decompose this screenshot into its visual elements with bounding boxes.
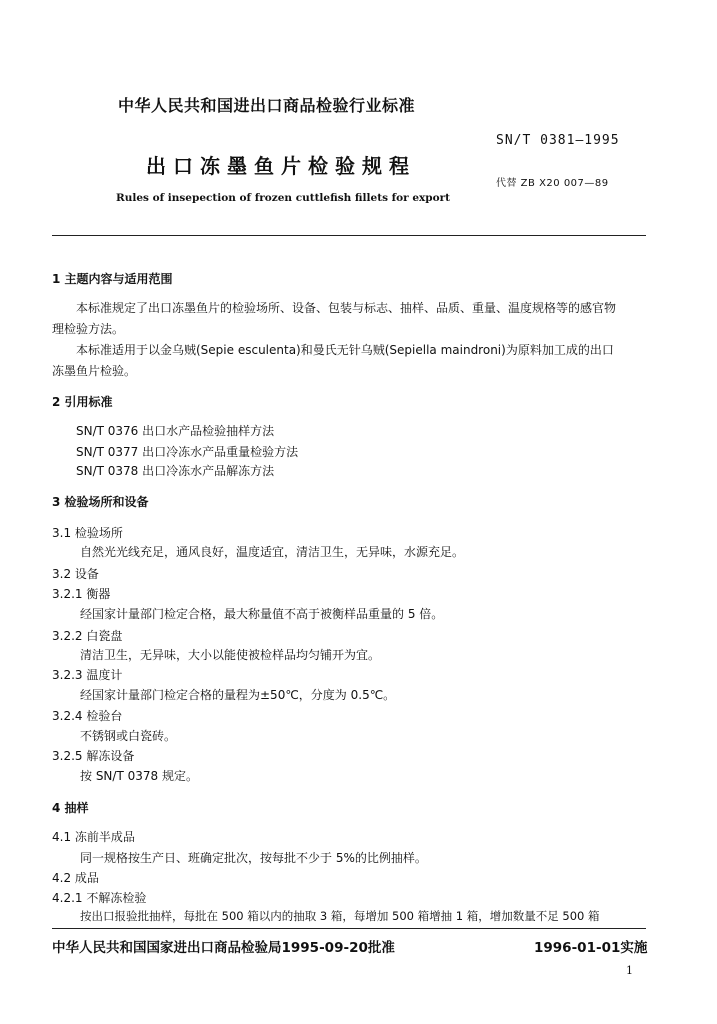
reference-standard-2: SN/T 0377 出口冷冻水产品重量检验方法 bbox=[76, 445, 299, 459]
clause-3-2-4-text: 不锈钢或白瓷砖。 bbox=[80, 729, 177, 743]
clause-4-1-heading: 4.1 冻前半成品 bbox=[52, 830, 135, 844]
section-2-heading: 2 引用标准 bbox=[52, 395, 113, 409]
clause-3-2-1-heading: 3.2.1 衡器 bbox=[52, 587, 111, 601]
replaces-standard-note: 代替 ZB X20 007—89 bbox=[496, 178, 609, 189]
standard-number: SN/T 0381—1995 bbox=[496, 133, 620, 148]
clause-4-1-text: 同一规格按生产日、班确定批次，按每批不少于 5%的比例抽样。 bbox=[80, 851, 427, 865]
clause-3-1-heading: 3.1 检验场所 bbox=[52, 526, 123, 540]
effective-date: 1996-01-01实施 bbox=[534, 940, 648, 956]
clause-3-2-5-heading: 3.2.5 解冻设备 bbox=[52, 749, 135, 763]
section-1-paragraph-1-line-2: 理检验方法。 bbox=[52, 322, 125, 336]
page-number: 1 bbox=[626, 964, 633, 977]
clause-3-2-4-heading: 3.2.4 检验台 bbox=[52, 709, 123, 723]
clause-3-1-text: 自然光光线充足，通风良好，温度适宜，清洁卫生，无异味，水源充足。 bbox=[80, 545, 465, 559]
section-1-paragraph-2-line-2: 冻墨鱼片检验。 bbox=[52, 364, 137, 378]
reference-standard-1: SN/T 0376 出口水产品检验抽样方法 bbox=[76, 424, 275, 438]
english-title: Rules of insepection of frozen cuttlefish fillets for export bbox=[116, 192, 451, 204]
footer-divider bbox=[52, 928, 646, 929]
clause-4-2-1-text: 按出口报验批抽样，每批在 500 箱以内的抽取 3 箱，每增加 500 箱增抽 1 箱，增加数量不足 500 箱 bbox=[80, 909, 600, 923]
clause-3-2-2-heading: 3.2.2 白瓷盘 bbox=[52, 629, 123, 643]
section-1-heading: 1 主题内容与适用范围 bbox=[52, 272, 173, 286]
header-divider bbox=[52, 235, 646, 236]
clause-3-2-1-text: 经国家计量部门检定合格，最大称量值不高于被衡样品重量的 5 倍。 bbox=[80, 607, 444, 621]
clause-4-2-heading: 4.2 成品 bbox=[52, 871, 99, 885]
section-1-paragraph-2-line-1: 本标准适用于以金乌贼(Sepie esculenta)和曼氏无针乌贼(Sepiella maindroni)为原料加工成的出口 bbox=[76, 343, 614, 357]
issuing-organization-header: 中华人民共和国进出口商品检验行业标准 bbox=[118, 96, 416, 115]
section-1-paragraph-1-line-1: 本标准规定了出口冻墨鱼片的检验场所、设备、包装与标志、抽样、品质、重量、温度规格等的感官物 bbox=[76, 301, 617, 315]
clause-4-2-1-heading: 4.2.1 不解冻检验 bbox=[52, 891, 147, 905]
approval-statement: 中华人民共和国国家进出口商品检验局1995-09-20批准 bbox=[52, 940, 395, 956]
section-3-heading: 3 检验场所和设备 bbox=[52, 495, 149, 509]
clause-3-2-3-heading: 3.2.3 温度计 bbox=[52, 668, 123, 682]
clause-3-2-heading: 3.2 设备 bbox=[52, 567, 99, 581]
clause-3-2-3-text: 经国家计量部门检定合格的量程为±50℃，分度为 0.5℃。 bbox=[80, 688, 396, 702]
reference-standard-3: SN/T 0378 出口冷冻水产品解冻方法 bbox=[76, 464, 275, 478]
clause-3-2-2-text: 清洁卫生，无异味，大小以能使被检样品均匀铺开为宜。 bbox=[80, 648, 381, 662]
section-4-heading: 4 抽样 bbox=[52, 801, 89, 815]
document-title: 出口冻墨鱼片检验规程 bbox=[146, 154, 416, 178]
clause-3-2-5-text: 按 SN/T 0378 规定。 bbox=[80, 769, 198, 783]
